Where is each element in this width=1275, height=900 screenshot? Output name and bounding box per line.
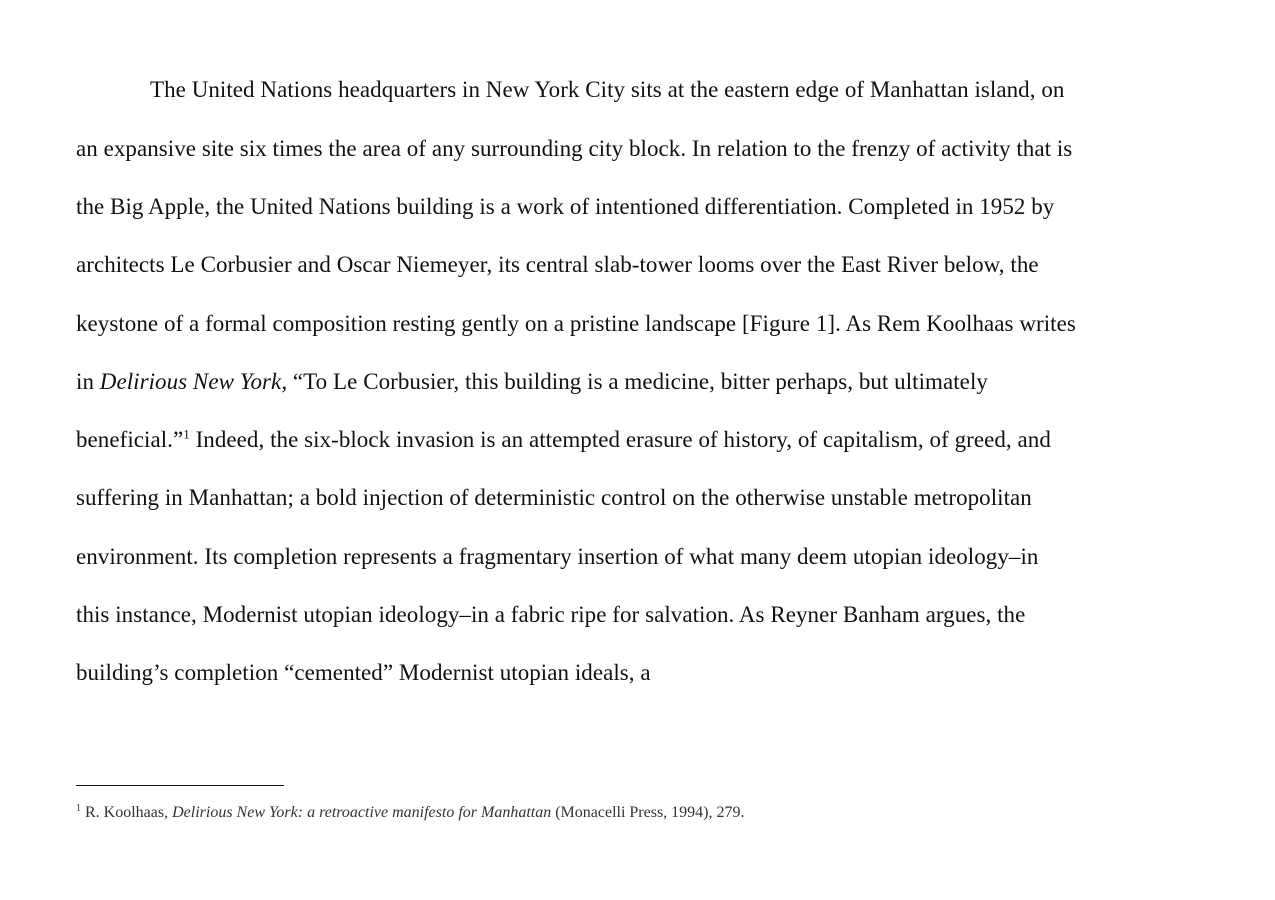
- paragraph-line-3: the Big Apple, the United Nations building is a work of intentioned differentiation. Completed in 1952 by: [76, 194, 1055, 219]
- paragraph-line-1: The United Nations headquarters in New York City sits at the eastern edge of Manhattan island, on: [150, 77, 1065, 102]
- line-6-post: , “To Le Corbusier, this building is a medicine, bitter perhaps, but ultimately: [281, 369, 988, 394]
- paragraph-line-4: architects Le Corbusier and Oscar Niemeyer, its central slab-tower looms over the East River below, the: [76, 252, 1039, 277]
- footnote: [76, 802, 745, 824]
- paragraph-line-5: keystone of a formal composition resting gently on a pristine landscape [Figure 1]. As Rem Koolhaas writes: [76, 311, 1076, 336]
- paragraph-line-10: this instance, Modernist utopian ideology–in a fabric ripe for salvation. As Reyner Banham argues, the: [76, 602, 1026, 627]
- footnote-reference[interactable]: 1: [183, 426, 190, 442]
- line-7-pre: beneficial.”: [76, 427, 184, 452]
- footnote-title: Delirious New York: a retroactive manifesto for Manhattan: [172, 804, 552, 821]
- book-title-italic: Delirious New York: [99, 369, 282, 394]
- paragraph-line-8: suffering in Manhattan; a bold injection of deterministic control on the otherwise unstable metropolitan: [76, 485, 1032, 510]
- footnote-author: R. Koolhaas,: [85, 804, 173, 821]
- paragraph-line-9: environment. Its completion represents a fragmentary insertion of what many deem utopian ideology–in: [76, 544, 1039, 569]
- footnote-number: 1: [76, 802, 81, 814]
- paragraph-line-2: an expansive site six times the area of any surrounding city block. In relation to the frenzy of activity that is: [76, 136, 1073, 161]
- footnote-separator: [76, 785, 284, 786]
- line-7-post: Indeed, the six-block invasion is an attempted erasure of history, of capitalism, of greed, and: [189, 427, 1051, 452]
- footnote-publication: (Monacelli Press, 1994), 279.: [551, 804, 745, 821]
- paragraph-line-6: [76, 367, 988, 397]
- paragraph-line-11: building’s completion “cemented” Modernist utopian ideals, a: [76, 660, 651, 685]
- line-6-pre: in: [76, 369, 100, 394]
- paragraph-line-7: [76, 425, 1051, 455]
